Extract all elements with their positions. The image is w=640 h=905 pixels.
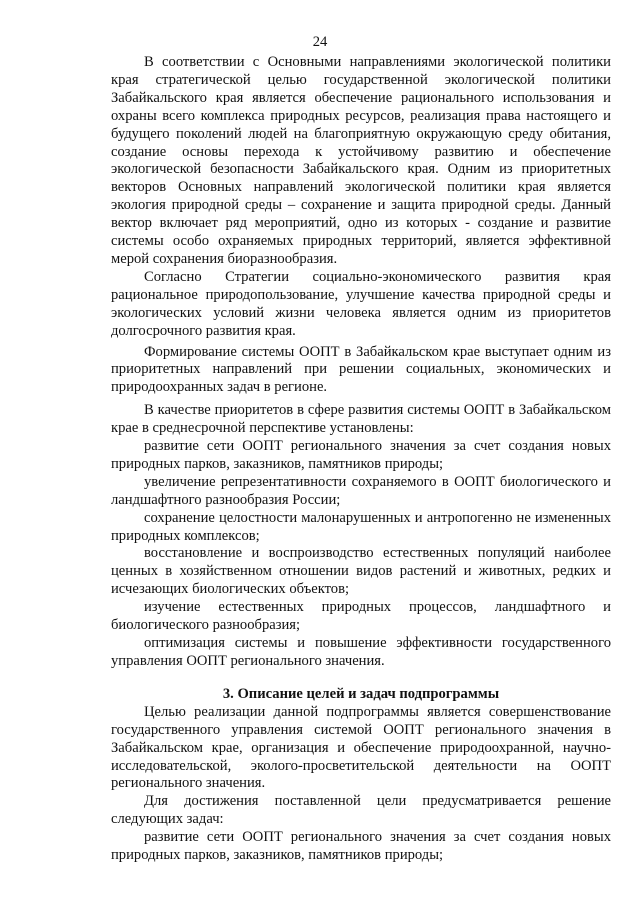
list-item: изучение естественных природных процессов, ландшафтного и биологического разнообразия; <box>111 599 611 634</box>
page-number: 24 <box>312 34 328 50</box>
paragraph: Целью реализации данной подпрограммы является совершенствование государственного управления системой ООПТ регионального значения в Забайкальском крае, организация и обеспечение природоохранной, научно-исследовательской, эколого-просветительской деятельности на ООПТ регионального значения. <box>111 703 611 792</box>
paragraph: Формирование системы ООПТ в Забайкальском крае выступает одним из приоритетных направлений при решении социальных, экономических и природоохранных задач в регионе. <box>111 343 611 396</box>
list-item: сохранение целостности малонарушенных и антропогенно не измененных природных комплексов; <box>111 509 611 544</box>
paragraph: В соответствии с Основными направлениями экологической политики края стратегической целью государственной экологической политики Забайкальского края является обеспечение рационального использования и охраны всего комплекса природных ресурсов, реализация права настоящего и будущего поколений людей на благоприятную окружающую среду обитания, создание основы перехода к устойчивому развитию и обеспечение экологической безопасности Забайкальского края. Одним из приоритетных векторов Основных направлений экологической политики края является экология природной среды – сохранение и защита природной среды. Данный вектор включает ряд мероприятий, одно из которых - создание и развитие системы особо охраняемых природных территорий, является эффективной мерой сохранения биоразнообразия. <box>111 54 611 267</box>
paragraph: Для достижения поставленной цели предусматривается решение следующих задач: <box>111 793 611 828</box>
section-heading: 3. Описание целей и задач подпрограммы <box>222 685 500 702</box>
list-item: развитие сети ООПТ регионального значения за счет создания новых природных парков, заказников, памятников природы; <box>111 829 611 864</box>
list-item: увеличение репрезентативности сохраняемого в ООПТ биологического и ландшафтного разнообразия России; <box>111 473 611 508</box>
paragraph: Согласно Стратегии социально-экономического развития края рациональное природопользование, улучшение качества природной среды и экологических условий жизни человека является одним из приоритетов долгосрочного развития края. <box>111 268 611 339</box>
list-item: развитие сети ООПТ регионального значения за счет создания новых природных парков, заказников, памятников природы; <box>111 438 611 472</box>
list-item: восстановление и воспроизводство естественных популяций наиболее ценных в хозяйственном отношении видов растений и животных, редких и исчезающих биологических объектов; <box>111 545 611 598</box>
page-body <box>111 54 611 865</box>
paragraph: В качестве приоритетов в сфере развития системы ООПТ в Забайкальском крае в среднесрочной перспективе установлены: <box>111 402 611 437</box>
list-item: оптимизация системы и повышение эффективности государственного управления ООПТ регионального значения. <box>111 635 611 669</box>
